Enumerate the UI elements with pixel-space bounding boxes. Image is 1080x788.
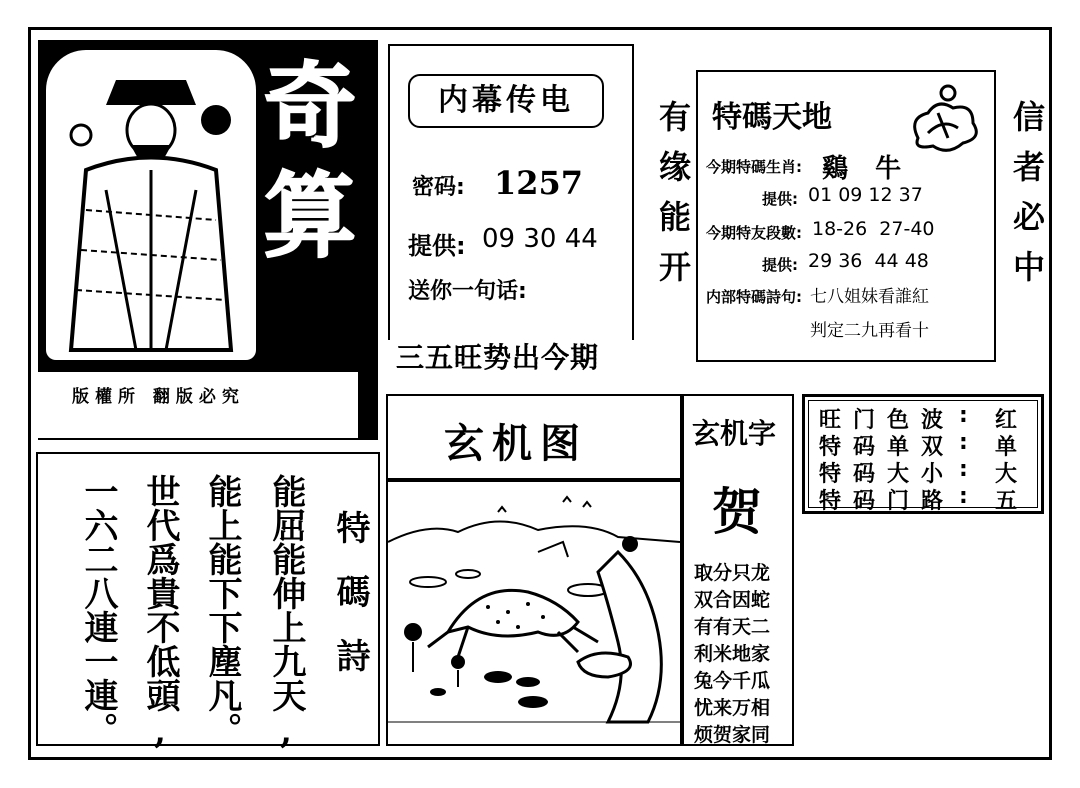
wangmen-colon-1: :: [959, 403, 968, 428]
xuanji-zi-line-3: 有有天二: [694, 616, 771, 638]
xuanji-zi-line-6: 忧来万相: [694, 697, 771, 719]
xuanji-zi-line-1: 取分只龙: [694, 562, 771, 584]
xuanji-tu-header: [386, 394, 682, 480]
xuanji-zi-panel: [682, 394, 794, 746]
wangmen-label-3: 特码大小: [819, 462, 956, 487]
wangmen-label-2: 特码单双: [819, 435, 956, 460]
wangmen-value-4: 五: [995, 489, 1018, 514]
provide1-values: 01 09 12 37: [808, 184, 923, 206]
provide-values: 09 30 44: [482, 224, 598, 254]
big-title-qi: 奇: [264, 52, 357, 160]
poem-column-1: 能屈能伸上九天,: [266, 474, 306, 752]
wangmen-colon-4: :: [959, 484, 968, 509]
provide1-label: 提供:: [762, 190, 798, 208]
zodiac-value: 鷄 牛: [822, 154, 902, 184]
neimu-title: 内幕传电: [408, 74, 604, 128]
segments-label: 今期特友段數:: [706, 224, 802, 242]
saying-label: 送你一句话:: [408, 279, 527, 304]
password-label: 密码:: [412, 175, 465, 200]
wangmen-colon-3: :: [959, 457, 968, 482]
xuanji-tu-scene: [386, 480, 682, 746]
xuanji-zi-title: 玄机字: [692, 417, 777, 450]
xuanji-zi-line-7: 烦贺家同: [694, 724, 771, 746]
wangmen-label-4: 特码门路: [819, 489, 956, 514]
deity-panel: [38, 40, 378, 442]
zodiac-label: 今期特碼生肖:: [706, 158, 802, 176]
deity-figure: [46, 50, 256, 360]
deity-portrait: [46, 50, 256, 360]
xuanji-zi-line-2: 双合因蛇: [694, 589, 771, 611]
poem-label: 内部特碼詩句:: [706, 288, 802, 306]
poem-line-2: 判定二九再看十: [810, 321, 929, 341]
copyright-text: 版權所 翻版必究: [72, 387, 245, 407]
provide2-label: 提供:: [762, 256, 798, 274]
xuanji-zi-line-5: 兔今千瓜: [694, 670, 771, 692]
saying-value: 三五旺势出今期: [396, 336, 599, 376]
xuanji-zi-line-4: 利米地家: [694, 643, 771, 665]
provide2-values: 29 36 44 48: [808, 250, 929, 272]
youyuan-text: 有缘能开: [654, 100, 692, 300]
segments-value: 18-26 27-40: [812, 218, 935, 240]
wangmen-value-1: 红: [995, 408, 1018, 433]
tema-title: 特碼天地: [712, 100, 832, 135]
wangmen-value-2: 单: [995, 435, 1018, 460]
poem-title: 特碼詩: [330, 510, 370, 702]
wangmen-label-1: 旺门色波: [819, 408, 956, 433]
poem-column-4: 一六二八連一連。: [78, 474, 118, 746]
xuanji-zi-char: 贺: [712, 482, 762, 541]
password-value: 1257: [494, 164, 584, 202]
wangmen-table: [802, 394, 1044, 514]
xinzhe-text: 信者必中: [1008, 100, 1046, 300]
scene-illustration: [388, 482, 680, 744]
flower-icon: [898, 78, 988, 158]
neimu-panel: [388, 44, 634, 374]
poem-column-2: 能上能下下塵凡。: [202, 474, 242, 746]
poem-column-3: 世代爲貴不低頭,: [140, 474, 180, 752]
tema-poem-panel: [36, 452, 380, 752]
provide-label: 提供:: [408, 232, 466, 260]
wangmen-colon-2: :: [959, 430, 968, 455]
xuanji-tu-title: 玄机图: [444, 420, 588, 467]
big-title-suan: 算: [264, 162, 357, 270]
wangmen-value-3: 大: [995, 462, 1018, 487]
poem-line-1: 七八姐妹看誰紅: [810, 287, 929, 307]
tema-tiandi-panel: [696, 70, 996, 362]
